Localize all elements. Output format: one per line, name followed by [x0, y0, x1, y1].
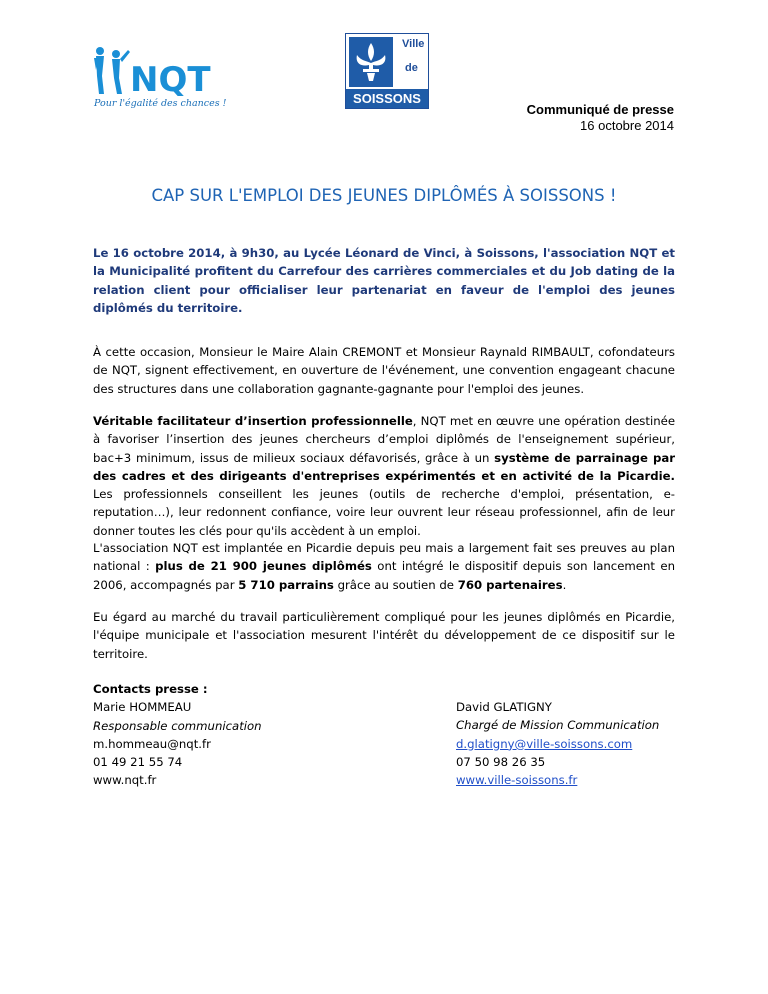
- lead-paragraph: Le 16 octobre 2014, à 9h30, au Lycée Léonard de Vinci, à Soissons, l'association NQT et la Municipalité profitent du Carrefour des carrières commerciales et du Job dating de la relation client pour officialiser leur partenariat en faveur de l'emploi des jeunes diplômés du territoire.: [93, 246, 675, 315]
- p2-text-2: Les professionnels conseillent les jeunes (outils de recherche d'emploi, présentation, e-reputation…), leur redonnent confiance, voire leur ouvrent leur réseau professionnel, afin de leur donner toutes les clés pour qu'ils accèdent à un emploi.: [93, 487, 675, 538]
- contact-name: Marie HOMMEAU: [93, 700, 192, 715]
- contact-nqt: [93, 680, 262, 790]
- de-word: de: [405, 62, 418, 74]
- contact-website-link[interactable]: www.ville-soissons.fr: [456, 773, 578, 788]
- p2-bold-2: système de parrainage par des cadres et des dirigeants d'entreprises expérimentés et en activité de la Picardie.: [93, 450, 675, 483]
- contact-phone: 07 50 98 26 35: [456, 754, 546, 769]
- p3-text-1: L'association NQT est implantée en Picardie depuis peu mais a largement fait ses preuves au plan national :: [93, 541, 675, 574]
- p3-text-2: ont intégré le dispositif depuis son lancement en 2006, accompagnés par: [93, 559, 675, 592]
- contact-name: David GLATIGNY: [456, 700, 552, 714]
- p3-text-3: grâce au soutien de: [333, 577, 458, 592]
- contact-email[interactable]: m.hommeau@nqt.fr: [93, 736, 211, 751]
- ville-word: Ville: [402, 38, 425, 50]
- nqt-logo: [92, 46, 227, 116]
- page-title: CAP SUR L'EMPLOI DES JEUNES DIPLÔMÉS À SOISSONS !: [151, 186, 617, 205]
- contact-email-link[interactable]: d.glatigny@ville-soissons.com: [456, 736, 633, 751]
- contact-ville: [456, 698, 659, 789]
- p3-bold-2: 5 710 parrains: [238, 577, 334, 592]
- paragraph-4: Eu égard au marché du travail particulièrement compliqué pour les jeunes diplômés en Picardie, l'équipe municipale et l'association mesurent l'intérêt du développement de ce dispositif sur le territoire.: [93, 610, 675, 661]
- p2-bold-1: Véritable facilitateur d’insertion professionnelle: [93, 414, 413, 428]
- paragraph-3: [93, 539, 675, 594]
- doc-type: Communiqué de presse: [526, 102, 674, 117]
- soissons-word: SOISSONS: [346, 89, 428, 108]
- p3-bold-3: 760 partenaires: [457, 577, 563, 592]
- paragraph-2: [93, 412, 675, 540]
- contact-phone: 01 49 21 55 74: [93, 755, 183, 770]
- contact-role: Responsable communication: [93, 718, 262, 733]
- fleur-de-lis-icon: [349, 37, 393, 87]
- nqt-tagline: Pour l'égalité des chances !: [94, 98, 227, 109]
- p2-text-1: , NQT met en œuvre une opération destinée à favoriser l’insertion des jeunes chercheurs d’emploi diplômés de l'enseignement supérieur, bac+3 minimum, issus de milieux sociaux défavorisés, grâce à un: [93, 414, 676, 465]
- nqt-brand-text: NQT: [130, 60, 211, 100]
- contacts-label: Contacts presse :: [93, 682, 208, 696]
- doc-date: 16 octobre 2014: [580, 118, 674, 133]
- paragraph-1: À cette occasion, Monsieur le Maire Alain CREMONT et Monsieur Raynald RIMBAULT, cofondateurs de NQT, signent effectivement, en ouverture de l'événement, une convention engageant chacune des structures dans une collaboration gagnante-gagnante pour l'emploi des jeunes.: [93, 345, 675, 396]
- p3-bold-1: plus de 21 900 jeunes diplômés: [155, 559, 372, 574]
- contact-website[interactable]: www.nqt.fr: [93, 773, 157, 788]
- contact-role: Chargé de Mission Communication: [456, 718, 660, 733]
- press-release-header: [527, 102, 674, 133]
- ville-soissons-logo: [345, 33, 429, 109]
- p3-text-4: .: [562, 577, 567, 592]
